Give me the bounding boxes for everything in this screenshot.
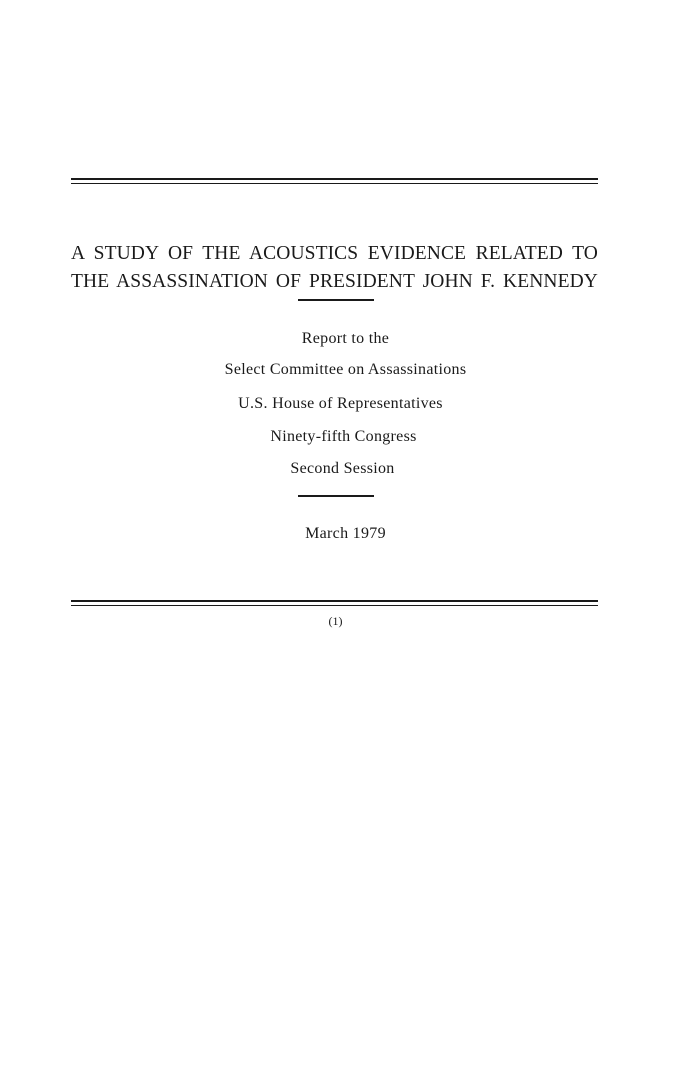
- top-double-rule: [71, 178, 598, 184]
- title-line-1: A STUDY OF THE ACOUSTICS EVIDENCE RELATED TO: [71, 243, 598, 264]
- top-rule-thin-line: [71, 183, 598, 184]
- session-line: Second Session: [290, 460, 395, 477]
- bottom-double-rule: [71, 600, 598, 606]
- house-line: U.S. House of Representatives: [238, 395, 443, 412]
- page-number: (1): [328, 614, 343, 628]
- top-rule-thick-line: [71, 178, 598, 180]
- separator-rule-2: [298, 495, 374, 497]
- congress-line: Ninety-fifth Congress: [270, 428, 417, 445]
- document-title: [71, 240, 598, 296]
- committee-line: Select Committee on Assassinations: [224, 361, 467, 378]
- bottom-rule-thin-line: [71, 605, 598, 606]
- separator-rule-1: [298, 299, 374, 301]
- report-to-line: Report to the: [301, 330, 390, 347]
- title-line-2: THE ASSASSINATION OF PRESIDENT JOHN F. KENNEDY: [71, 271, 598, 292]
- date-line: March 1979: [305, 525, 386, 542]
- bottom-rule-thick-line: [71, 600, 598, 602]
